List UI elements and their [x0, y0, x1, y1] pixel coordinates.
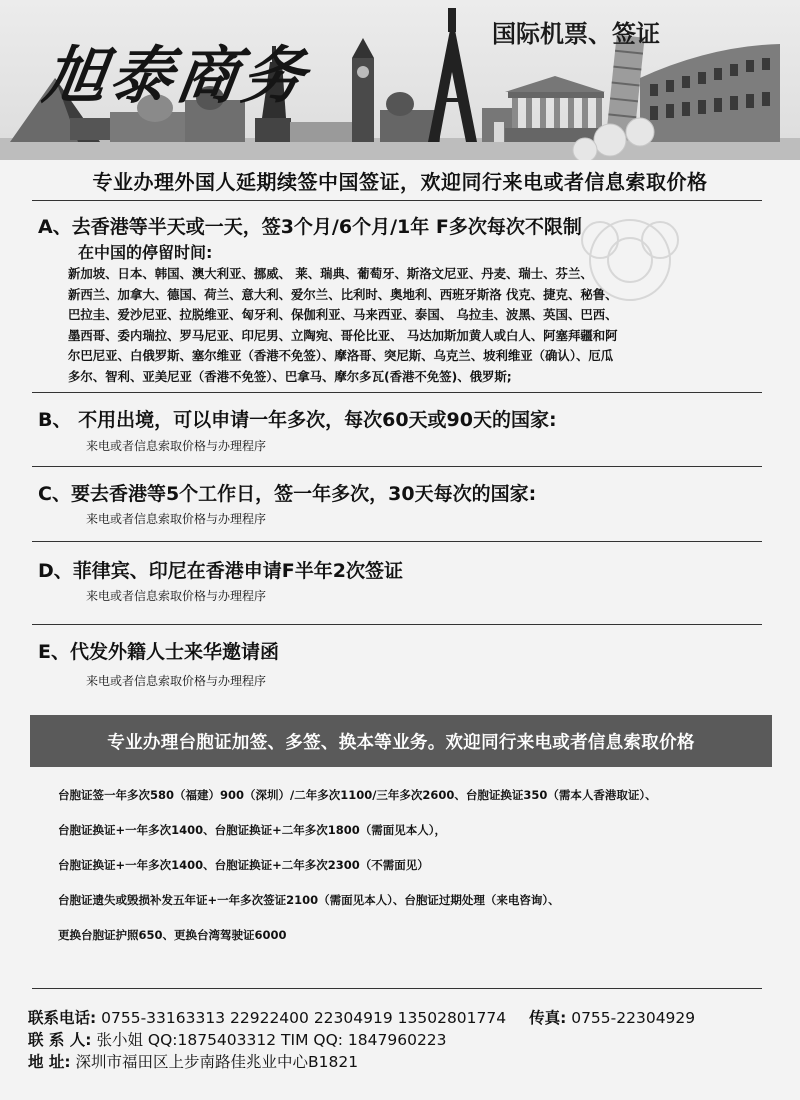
section-b-note: 来电或者信息索取价格与办理程序 [86, 439, 267, 453]
divider [32, 200, 762, 201]
taiwan-item: 台胞证换证+一年多次1400、台胞证换证+二年多次1800（需面见本人）， [58, 823, 447, 837]
section-e-note: 来电或者信息索取价格与办理程序 [86, 674, 267, 688]
divider [32, 392, 762, 393]
banner-text: 专业办理台胞证加签、多签、换本等业务。欢迎同行来电或者信息索取价格 [107, 733, 695, 753]
taiwan-item: 台胞证换证+一年多次1400、台胞证换证+二年多次2300（不需面见） [58, 858, 429, 872]
contact-address-row [28, 1050, 358, 1072]
slogan: 国际机票、签证 [492, 19, 660, 48]
country-list: 新加坡、日本、韩国、澳大利亚、挪威、 莱、瑞典、葡萄牙、斯洛文尼亚、丹麦、瑞士、芬兰、 新西兰、加拿大、德国、荷兰、意大利、爱尔兰、比利时、奥地利、西班牙斯洛 伐克、捷克、秘鲁、 巴拉圭、爱沙尼亚、拉脱维亚、匈牙利、保伽利亚、马来西亚、泰国、 乌拉圭、波黑、英国、巴西、 墨西哥、委内瑞拉、罗马尼亚、印尼男、立陶宛、哥伦比亚、 马达加斯加黄人或白人、阿塞拜疆和阿 尔巴尼亚、白俄罗斯、塞尔维亚（香港不免签）、摩洛哥、突尼斯、乌克兰、坡利维亚（确认）、厄瓜 多尔、智利、亚美尼亚（香港不免签）、巴拿马、摩尔多瓦(香港不免签)、俄罗斯; [68, 266, 618, 384]
address-label: 地 址: [28, 1053, 71, 1071]
person-label: 联 系 人: [28, 1031, 92, 1049]
section-b-title: B、 不用出境，可以申请一年多次，每次60天或90天的国家: [38, 409, 557, 431]
divider [32, 988, 762, 989]
divider [32, 541, 762, 542]
phone-numbers: 0755-33163313 22922400 22304919 13502801774 [101, 1009, 507, 1027]
taiwan-item: 更换台胞证护照650、更换台湾驾驶证6000 [58, 928, 287, 942]
section-a-title: A、去香港等半天或一天，签3个月/6个月/1年 F多次每次不限制 [38, 216, 582, 238]
divider [32, 466, 762, 467]
fax-number: 0755-22304929 [571, 1009, 696, 1027]
divider [32, 624, 762, 625]
header-banner [0, 0, 800, 160]
address: 深圳市福田区上步南路佳兆业中心B1821 [75, 1053, 359, 1071]
person-info: 张小姐 QQ:1875403312 TIM QQ: 1847960223 [96, 1031, 447, 1049]
headline: 专业办理外国人延期续签中国签证，欢迎同行来电或者信息索取价格 [92, 170, 708, 194]
section-c-title: C、要去香港等5个工作日，签一年多次，30天每次的国家: [38, 483, 537, 505]
section-a-subtitle: 在中国的停留时间: [78, 243, 213, 262]
section-d-note: 来电或者信息索取价格与办理程序 [86, 589, 267, 603]
brand-logo-text: 旭泰商务 [39, 39, 314, 112]
section-c-note: 来电或者信息索取价格与办理程序 [86, 512, 267, 526]
taiwan-item: 台胞证签一年多次580（福建）900（深圳）/二年多次1100/三年多次2600、台胞证换证350（需本人香港取证）、 [58, 788, 657, 802]
fax-label: 传真: [529, 1009, 567, 1027]
contact-person-row [28, 1028, 447, 1050]
taiwan-item: 台胞证遗失或毁损补发五年证+一年多次签证2100（需面见本人）、台胞证过期处理（来电咨询）、 [58, 893, 560, 907]
taiwan-service-banner [30, 715, 772, 767]
phone-label: 联系电话: [28, 1009, 97, 1027]
section-d-title: D、菲律宾、印尼在香港申请F半年2次签证 [38, 560, 403, 582]
section-e-title: E、代发外籍人士来华邀请函 [38, 641, 279, 663]
contact-phone-row [28, 1006, 695, 1028]
